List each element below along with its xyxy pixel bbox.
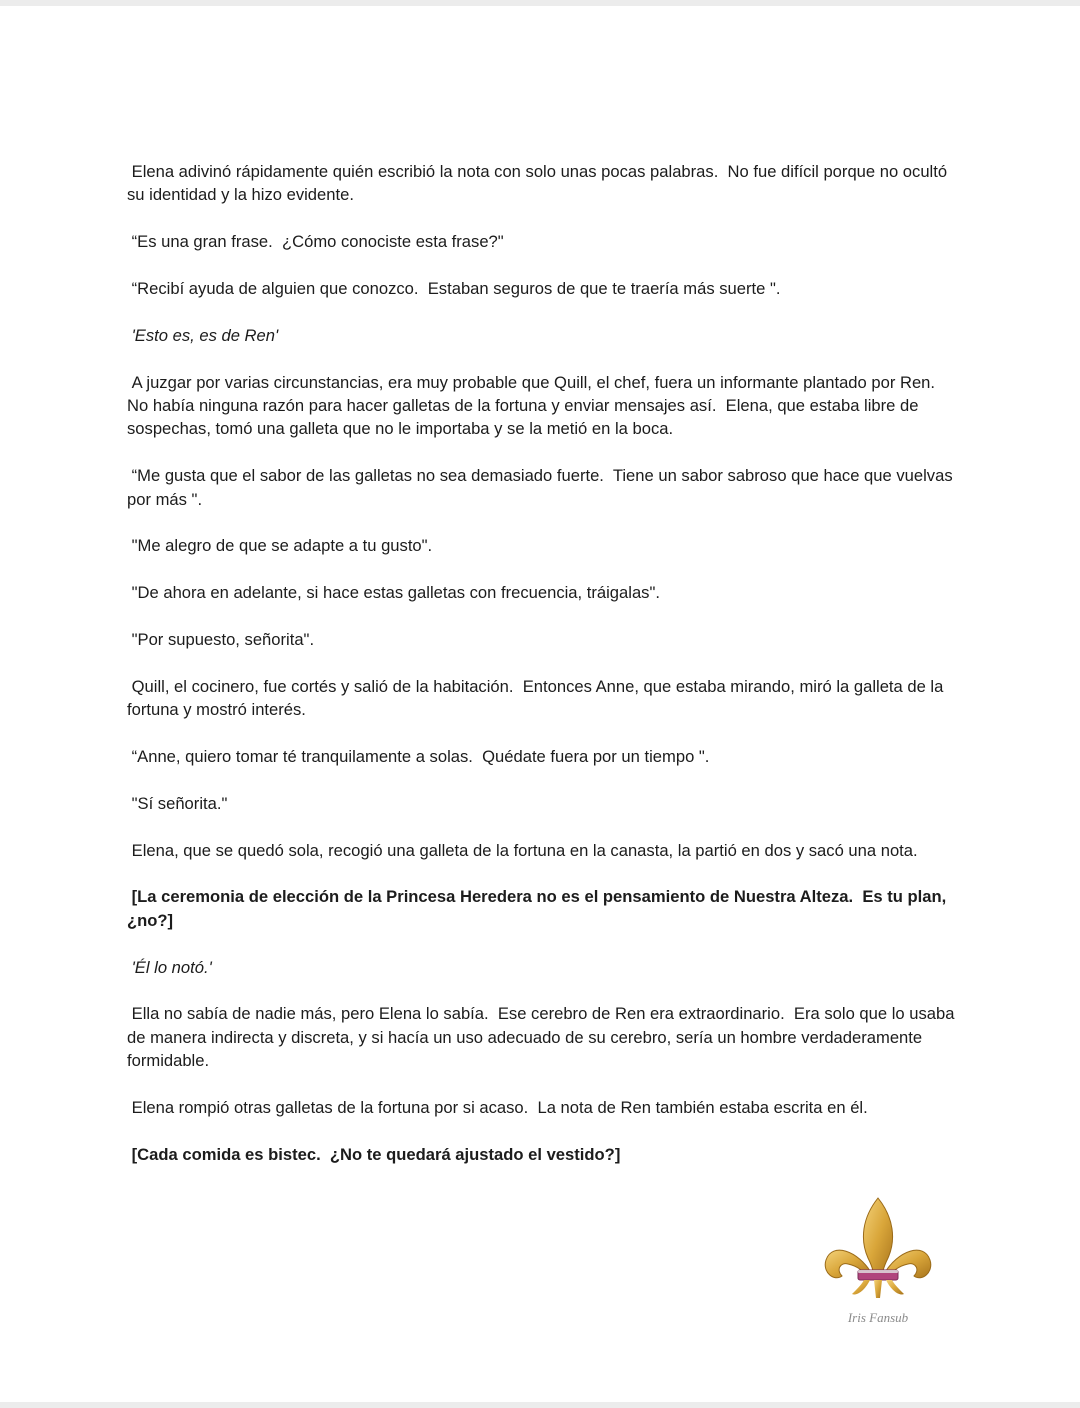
paragraph: Elena adivinó rápidamente quién escribió la nota con solo unas pocas palabras. No fue difícil porque no ocultó su identidad y la hizo evidente. xyxy=(127,162,952,205)
paragraph: Elena rompió otras galletas de la fortuna por si acaso. La nota de Ren también estaba escrita en él. xyxy=(127,1098,868,1117)
paragraph: Quill, el cocinero, fue cortés y salió de la habitación. Entonces Anne, que estaba mirando, miró la galleta de la fortuna y mostró interés. xyxy=(127,676,948,720)
paragraph: “Es una gran frase. ¿Cómo conociste esta frase?" xyxy=(127,232,504,252)
paragraph: "Me alegro de que se adapte a tu gusto". xyxy=(127,536,433,556)
fleur-de-lis-icon xyxy=(818,1192,938,1332)
document-page xyxy=(0,6,1080,1402)
paragraph: [Cada comida es bistec. ¿No te quedará ajustado el vestido?] xyxy=(127,1144,621,1164)
paragraph: "Sí señorita." xyxy=(127,793,228,813)
paragraph: 'Esto es, es de Ren' xyxy=(127,325,279,345)
paragraph: Elena, que se quedó sola, recogió una galleta de la fortuna en la canasta, la partió en dos y sacó una nota. xyxy=(127,840,918,860)
paragraph: A juzgar por varias circunstancias, era muy probable que Quill, el chef, fuera un informante plantado por Ren. No había ninguna razón para hacer galletas de la fortuna y enviar mensajes así. Elena, que estaba libre de sospechas, tomó una galleta que no le importaba y se la metió en la boca. xyxy=(127,372,945,439)
watermark-signature: Iris Fansub xyxy=(847,1310,909,1325)
paragraph: “Recibí ayuda de alguien que conozco. Estaban seguros de que te traería más suerte ". xyxy=(127,279,781,298)
paragraph: "De ahora en adelante, si hace estas galletas con frecuencia, tráigalas". xyxy=(127,583,660,603)
paragraph: [La ceremonia de elección de la Princesa Heredera no es el pensamiento de Nuestra Alteza. Es tu plan, ¿no?] xyxy=(127,887,951,930)
paragraph: "Por supuesto, señorita". xyxy=(127,630,315,649)
document-body xyxy=(127,160,960,1190)
paragraph: Ella no sabía de nadie más, pero Elena lo sabía. Ese cerebro de Ren era extraordinario. Era solo que lo usaba de manera indirecta y discreta, y si hacía un uso adecuado de su cerebro, sería un hombre verdaderamente formidable. xyxy=(127,1004,960,1071)
paragraph: 'Él lo notó.' xyxy=(127,957,212,977)
paragraph: “Anne, quiero tomar té tranquilamente a solas. Quédate fuera por un tiempo ". xyxy=(127,747,710,766)
fansub-watermark xyxy=(818,1192,938,1332)
paragraph: “Me gusta que el sabor de las galletas no sea demasiado fuerte. Tiene un sabor sabroso que hace que vuelvas por más ". xyxy=(127,466,958,509)
